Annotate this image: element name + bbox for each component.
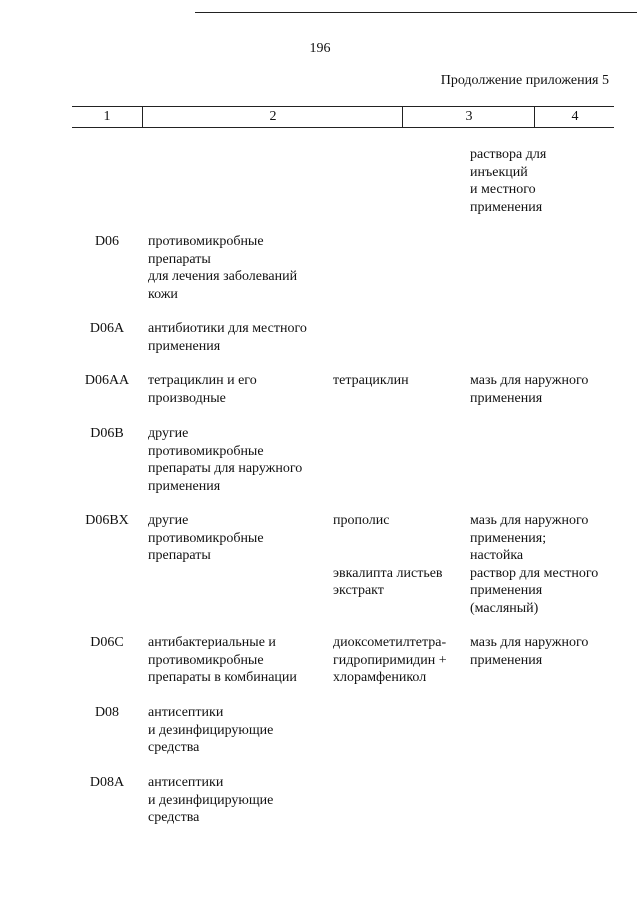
dosage-form <box>470 512 620 617</box>
group-name-line: противомикробные <box>148 530 264 546</box>
dosage-form-line: и местного <box>470 182 536 197</box>
drug-name <box>333 512 463 600</box>
dosage-form-line: применения; <box>470 530 547 546</box>
group-name-line: препараты в комбинации <box>148 670 297 685</box>
dosage-form-line: мазь для наружного <box>470 373 589 388</box>
atc-code: D06 <box>94 234 120 249</box>
group-name-line: и дезинфицирующие <box>148 722 274 738</box>
group-name <box>148 320 333 355</box>
group-name-line: кожи <box>148 286 178 302</box>
group-name <box>148 704 333 757</box>
header-col-4: 4 <box>534 107 615 127</box>
table-header <box>72 106 614 128</box>
group-name <box>148 425 333 495</box>
atc-code: D08A <box>89 775 125 790</box>
group-name <box>148 512 333 565</box>
dosage-form-line: раствор для местного <box>470 565 599 581</box>
group-name-line: применения <box>148 338 221 354</box>
drug-name-line: гидропиримидин + <box>333 652 447 668</box>
group-name <box>148 233 333 303</box>
group-name-line: для лечения заболеваний <box>148 269 298 284</box>
atc-code: D08 <box>94 705 120 720</box>
group-name-line: препараты для наружного <box>148 461 303 476</box>
header-col-2: 2 <box>142 107 403 127</box>
group-name-line: средства <box>148 810 200 825</box>
dosage-form <box>470 372 620 407</box>
group-name-line: противомикробные <box>148 234 264 249</box>
dosage-form-line: настойка <box>470 548 524 563</box>
atc-code: D06BX <box>85 513 129 528</box>
header-col-1: 1 <box>103 109 111 124</box>
group-name-line: другие <box>148 513 189 528</box>
drug-name-line <box>333 530 463 548</box>
dosage-form-line: применения <box>470 390 543 406</box>
top-rule <box>195 12 637 13</box>
dosage-form-line: инъекций <box>470 164 528 180</box>
group-name <box>148 372 333 407</box>
group-name-line: антибиотики для местного <box>148 321 307 336</box>
group-name-line: средства <box>148 740 200 755</box>
drug-name-line: эвкалипта листьев <box>333 565 443 581</box>
group-name-line: противомикробные <box>148 443 264 459</box>
dosage-form-line: мазь для наружного <box>470 513 589 528</box>
header-col-3: 3 <box>402 107 535 127</box>
group-name-line: антибактериальные и <box>148 635 276 650</box>
drug-name <box>333 634 463 687</box>
group-name-line: противомикробные <box>148 652 264 668</box>
dosage-form <box>470 146 620 216</box>
group-name-line: препараты <box>148 548 211 563</box>
drug-name-line: диоксометилтетра- <box>333 635 447 650</box>
group-name-line: тетрациклин и его <box>148 373 257 388</box>
dosage-form-line: применения <box>470 652 543 668</box>
drug-name-line: прополис <box>333 513 390 528</box>
group-name-line: антисептики <box>148 705 224 720</box>
dosage-form <box>470 634 620 669</box>
group-name-line: антисептики <box>148 775 224 790</box>
group-name-line: применения <box>148 478 221 494</box>
drug-name-line: тетрациклин <box>333 373 409 388</box>
group-name-line: и дезинфицирующие <box>148 792 274 808</box>
drug-name-line: хлорамфеникол <box>333 670 427 685</box>
dosage-form-line: раствора для <box>470 147 547 162</box>
group-name <box>148 774 333 827</box>
atc-code: D06A <box>89 321 125 336</box>
dosage-form-line: (масляный) <box>470 600 539 616</box>
dosage-form-line: применения <box>470 583 543 598</box>
drug-name <box>333 372 463 390</box>
group-name <box>148 634 333 687</box>
atc-code: D06B <box>90 426 124 441</box>
drug-name-line <box>333 547 463 565</box>
dosage-form-line: применения <box>470 199 543 215</box>
group-name-line: производные <box>148 390 226 406</box>
atc-code: D06C <box>90 635 124 650</box>
atc-code: D06AA <box>84 373 130 388</box>
continuation-label: Продолжение приложения 5 <box>440 73 609 88</box>
dosage-form-line: мазь для наружного <box>470 635 589 650</box>
group-name-line: препараты <box>148 251 211 267</box>
page-number: 196 <box>309 41 331 56</box>
group-name-line: другие <box>148 426 189 441</box>
drug-name-line: экстракт <box>333 583 384 598</box>
